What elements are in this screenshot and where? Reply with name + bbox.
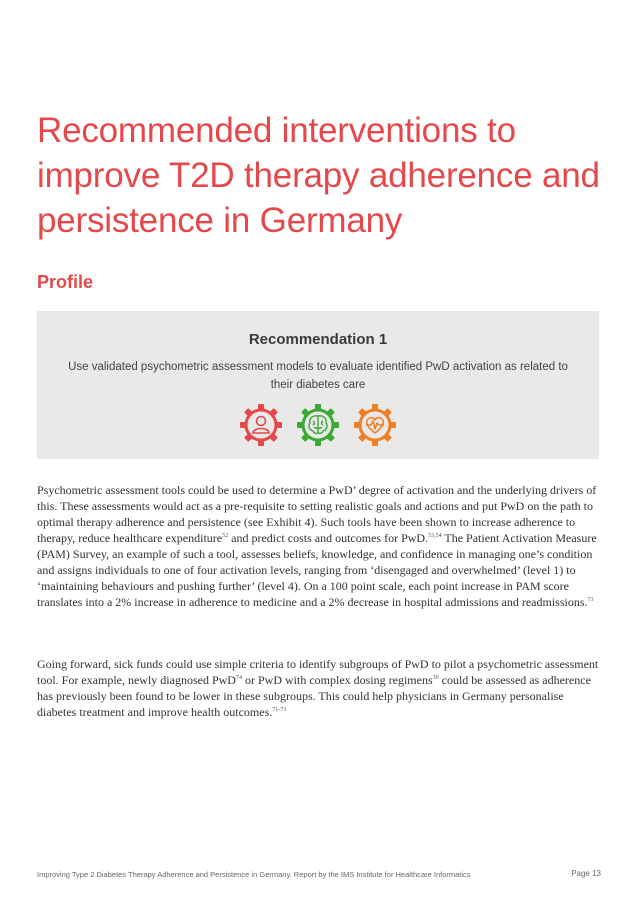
paragraph-2 (37, 656, 601, 720)
recommendation-text: Use validated psychometric assessment models to evaluate identified PwD activation as related to their diabetes care (68, 361, 568, 391)
footer-page-number: Page 13 (571, 869, 601, 878)
paragraph-2-text-c: could be assessed as adherence has previously been found to be lower in these subgroups. This could help physicians in Germany personalise diabetes treatment and improve health outcomes. (37, 673, 591, 719)
paragraph-1-text-c: The Patient Activation Measure (PAM) Survey, an example of such a tool, assesses beliefs, knowledge, and confidence in managing one’s condition and assigns individuals to one of four activation levels, ranging from ‘disengaged and overwhelmed’ (level 1) to ‘maintaining behaviours and pushing further’ (level 4). On a 100 point scale, each point increase in PAM score translates into a 2% increase in adherence to medicine and a 2% decrease in hospital admissions and readmissions. (37, 531, 597, 609)
heart-gear-icon (352, 402, 398, 448)
person-gear-icon (238, 402, 284, 448)
paragraph-2-text-a: Going forward, sick funds could use simple criteria to identify subgroups of PwD to pilot a psychometric assessment tool. For example, newly diagnosed PwD (37, 657, 599, 687)
reference-53-54: 53,54 (428, 533, 442, 539)
paragraph-1 (37, 482, 601, 610)
footer-report-title: Improving Type 2 Diabetes Therapy Adherence and Persistence in Germany. Report by the IMS Institute for Healthcare Informatics (37, 870, 471, 879)
recommendation-icons (37, 402, 599, 448)
reference-74: 74 (235, 675, 242, 681)
brain-gear-icon (295, 402, 341, 448)
page-title: Recommended interventions to improve T2D therapy adherence and persistence in Germany (37, 111, 600, 240)
reference-30: 30 (432, 675, 439, 681)
reference-52: 52 (222, 533, 229, 539)
paragraph-2-text-b: or PwD with complex dosing regimens (241, 673, 433, 687)
paragraph-1-text-b: and predict costs and outcomes for PwD. (228, 531, 429, 545)
section-subtitle: Profile (37, 272, 94, 292)
reference-73: 73 (587, 597, 594, 603)
paragraph-1-text-a: Psychometric assessment tools could be used to determine a PwD’ degree of activation and the underlying drivers of this. These assessments would act as a pre-requisite to setting realistic goals and actions and put PwD on the path to optimal therapy adherence and persistence (see Exhibit 4). Such tools have been shown to increase adherence to therapy, reduce healthcare expenditure (37, 483, 597, 545)
recommendation-heading: Recommendation 1 (248, 331, 388, 348)
recommendation-box (37, 311, 599, 459)
reference-71-73: 71-73 (272, 707, 287, 713)
